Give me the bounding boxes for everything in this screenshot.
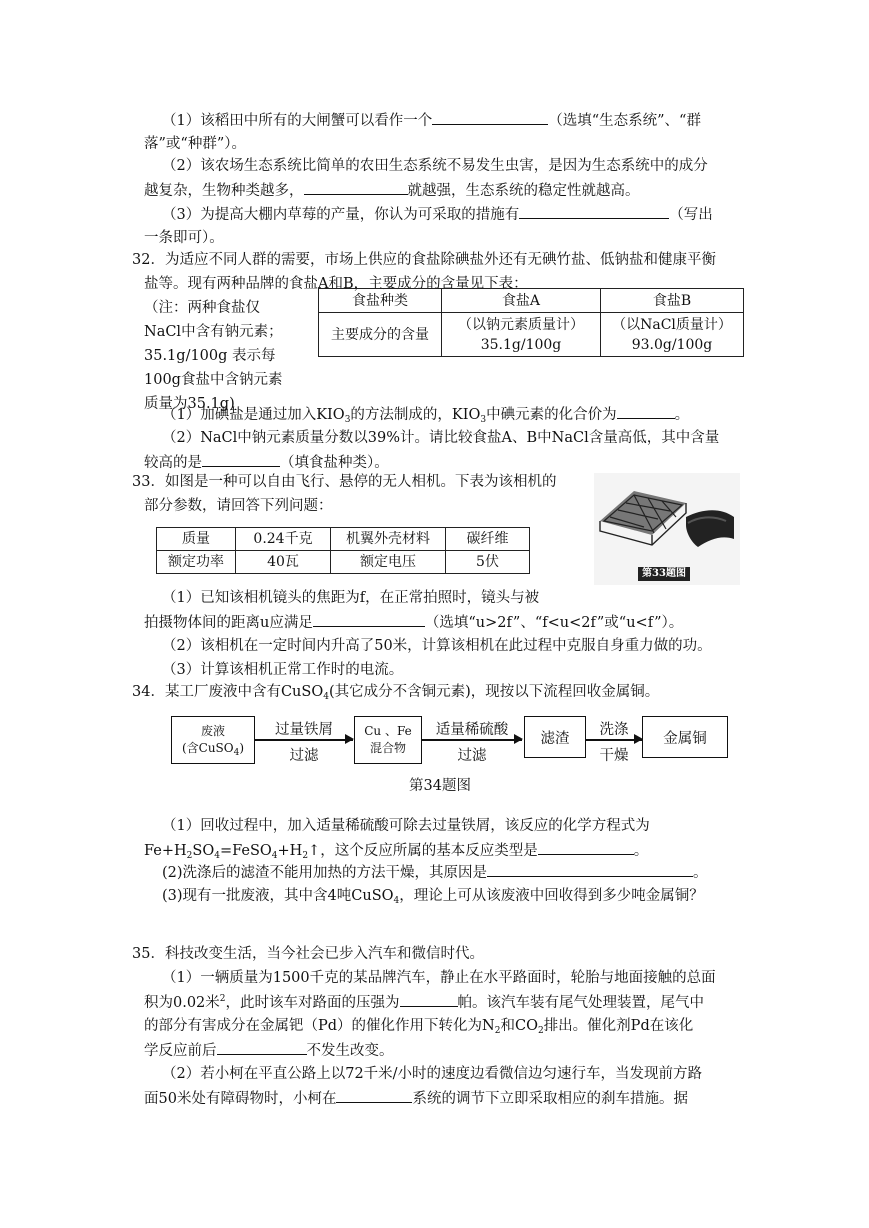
- q35-part1-line1: （1）一辆质量为1500千克的某品牌汽车，静止在水平路面时，轮胎与地面接触的总面: [162, 970, 716, 986]
- q34-part1-line2: $Fe+H_2SO_4=FeSO_4+H_2↑$，这个反应所属的基本反应类型是 。: [144, 840, 648, 861]
- q35-stem: 35．科技改变生活，当今社会已步入汽车和微信时代。: [132, 946, 484, 962]
- table-cell: 40瓦: [236, 551, 331, 574]
- answer-blank[interactable]: [519, 204, 669, 219]
- flow-arrow: [586, 739, 642, 741]
- q35-part1-line4: 学反应前后 不发生改变。: [144, 1040, 394, 1061]
- flow-label-bottom: 过滤: [457, 748, 487, 764]
- answer-blank[interactable]: [313, 612, 425, 627]
- flow-box-cu-fe-mixture: Cu 、Fe 混合物: [354, 716, 422, 764]
- q32-stem-line1: 32．为适应不同人群的需要，市场上供应的食盐除碘盐外还有无碘竹盐、低钠盐和健康平衡: [132, 252, 716, 268]
- q33-stem-line2: 部分参数，请回答下列问题：: [144, 498, 333, 514]
- q35-part1-line3: 的部分有害成分在金属钯（Pd）的催化作用下转化为$N_2$和$CO_2$排出。催化剂Pd在该化: [144, 1018, 694, 1036]
- table-cell: 质量: [157, 528, 236, 551]
- q32-part2-line2: 较高的是 （填食盐种类）。: [144, 452, 389, 473]
- answer-blank[interactable]: [202, 452, 280, 467]
- answer-blank[interactable]: [538, 840, 634, 855]
- q32-note-line1: （注：两种食盐仅: [144, 300, 260, 316]
- flow-label-bottom: 干燥: [599, 748, 629, 764]
- flow-box-waste-liquid: 废液 (含CuSO$_4$): [171, 716, 255, 764]
- q32-note-line3: 35.1g/100g 表示每: [144, 348, 276, 364]
- q35-part1-line2: 积为0.02米$^2$，此时该车对路面的压强为 帕。该汽车装有尾气处理装置，尾气中: [144, 994, 705, 1011]
- answer-blank[interactable]: [336, 1088, 412, 1103]
- figure-caption: 第34题图: [409, 778, 471, 794]
- q32-note-line4: 100g食盐中含钠元素: [144, 372, 283, 388]
- q33-part3: （3）计算该相机正常工作时的电流。: [162, 662, 404, 678]
- q34-part2: (2)洗涤后的滤渣不能用加热的方法干燥，其原因是 。: [162, 862, 708, 883]
- q33-camera-table: [156, 527, 530, 574]
- table-header: 食盐B: [601, 289, 744, 313]
- table-cell: 主要成分的含量: [319, 313, 442, 357]
- q35-part2-line1: （2）若小柯在平直公路上以72千米/小时的速度边看微信边匀速行车，当发现前方路: [162, 1066, 703, 1082]
- flow-arrow: [255, 739, 353, 741]
- answer-blank[interactable]: [217, 1040, 307, 1055]
- drone-camera-figure: [594, 473, 740, 585]
- q33-part1-line1: （1）已知该相机镜头的焦距为f，在正常拍照时，镜头与被: [162, 590, 540, 606]
- flow-label-bottom: 过滤: [289, 748, 319, 764]
- answer-blank[interactable]: [304, 180, 408, 195]
- answer-blank[interactable]: [432, 110, 548, 125]
- table-header: 食盐A: [442, 289, 601, 313]
- table-cell: 机翼外壳材料: [331, 528, 446, 551]
- q31-part3-line1: （3）为提高大棚内草莓的产量，你认为可采取的措施有 （写出: [162, 204, 713, 225]
- table-cell: （以NaCl质量计） 93.0g/100g: [601, 313, 744, 357]
- q32-part2-line1: （2）NaCl中钠元素质量分数以39%计。请比较食盐A、B中NaCl含量高低，其中含量: [162, 430, 720, 446]
- q33-part1-line2: 拍摄物体间的距离u应满足 （选填“u>2f”、“f<u<2f”或“u<f”）。: [144, 612, 683, 633]
- flow-box-copper: 金属铜: [642, 716, 728, 758]
- table-cell: 0.24千克: [236, 528, 331, 551]
- table-cell: 额定电压: [331, 551, 446, 574]
- q34-part3: (3)现有一批废液，其中含4吨CuSO$_4$，理论上可从该废液中回收得到多少吨金属铜？: [162, 888, 704, 906]
- q34-part1-line1: （1）回收过程中，加入适量稀硫酸可除去过量铁屑，该反应的化学方程式为: [162, 818, 650, 834]
- flow-box-residue: 滤渣: [524, 716, 586, 758]
- table-cell: 碳纤维: [446, 528, 530, 551]
- q35-part2-line2: 面50米处有障碍物时，小柯在 系统的调节下立即采取相应的刹车措施。据: [144, 1088, 688, 1109]
- answer-blank[interactable]: [617, 404, 675, 419]
- q31-part2-line1: （2）该农场生态系统比简单的农田生态系统不易发生虫害，是因为生态系统中的成分: [162, 158, 708, 174]
- table-cell: 5伏: [446, 551, 530, 574]
- flow-label-top: 适量稀硫酸: [435, 722, 509, 738]
- q33-part2: （2）该相机在一定时间内升高了50米，计算该相机在此过程中克服自身重力做的功。: [162, 638, 712, 654]
- table-cell: 额定功率: [157, 551, 236, 574]
- flow-arrow: [422, 739, 522, 741]
- q32-salt-table: [318, 288, 744, 357]
- q34-stem: 34．某工厂废液中含有CuSO$_4$(其它成分不含铜元素)，现按以下流程回收金属铜。: [132, 684, 660, 702]
- table-cell: （以钠元素质量计） 35.1g/100g: [442, 313, 601, 357]
- q31-part2-line2: 越复杂，生物种类越多， 就越强，生态系统的稳定性就越高。: [144, 180, 640, 201]
- answer-blank[interactable]: [487, 862, 693, 877]
- q32-part1: （1）加碘盐是通过加入$KIO_3$的方法制成的，$KIO_3$中碘元素的化合价为 。: [162, 404, 689, 425]
- answer-blank[interactable]: [400, 992, 458, 1007]
- table-header: 食盐种类: [319, 289, 442, 313]
- q31-part1-line2: 落”或“种群”）。: [144, 136, 246, 152]
- q32-note-line2: NaCl中含有钠元素；: [144, 324, 283, 340]
- q32-note-line5: 质量为35.1g): [144, 396, 235, 412]
- flow-label-top: 过量铁屑: [275, 722, 333, 738]
- flow-label-top: 洗涤: [599, 722, 629, 738]
- q31-part1-line1: （1）该稻田中所有的大闸蟹可以看作一个 （选填“生态系统”、“群: [162, 110, 701, 131]
- q33-stem-line1: 33．如图是一种可以自由飞行、悬停的无人相机。下表为该相机的: [132, 474, 557, 490]
- figure-caption: 第33题图: [642, 568, 686, 579]
- q31-part3-line2: 一条即可）。: [144, 230, 224, 246]
- q32-stem-line2: 盐等。现有两种品牌的食盐A和B，主要成分的含量见下表：: [144, 276, 528, 292]
